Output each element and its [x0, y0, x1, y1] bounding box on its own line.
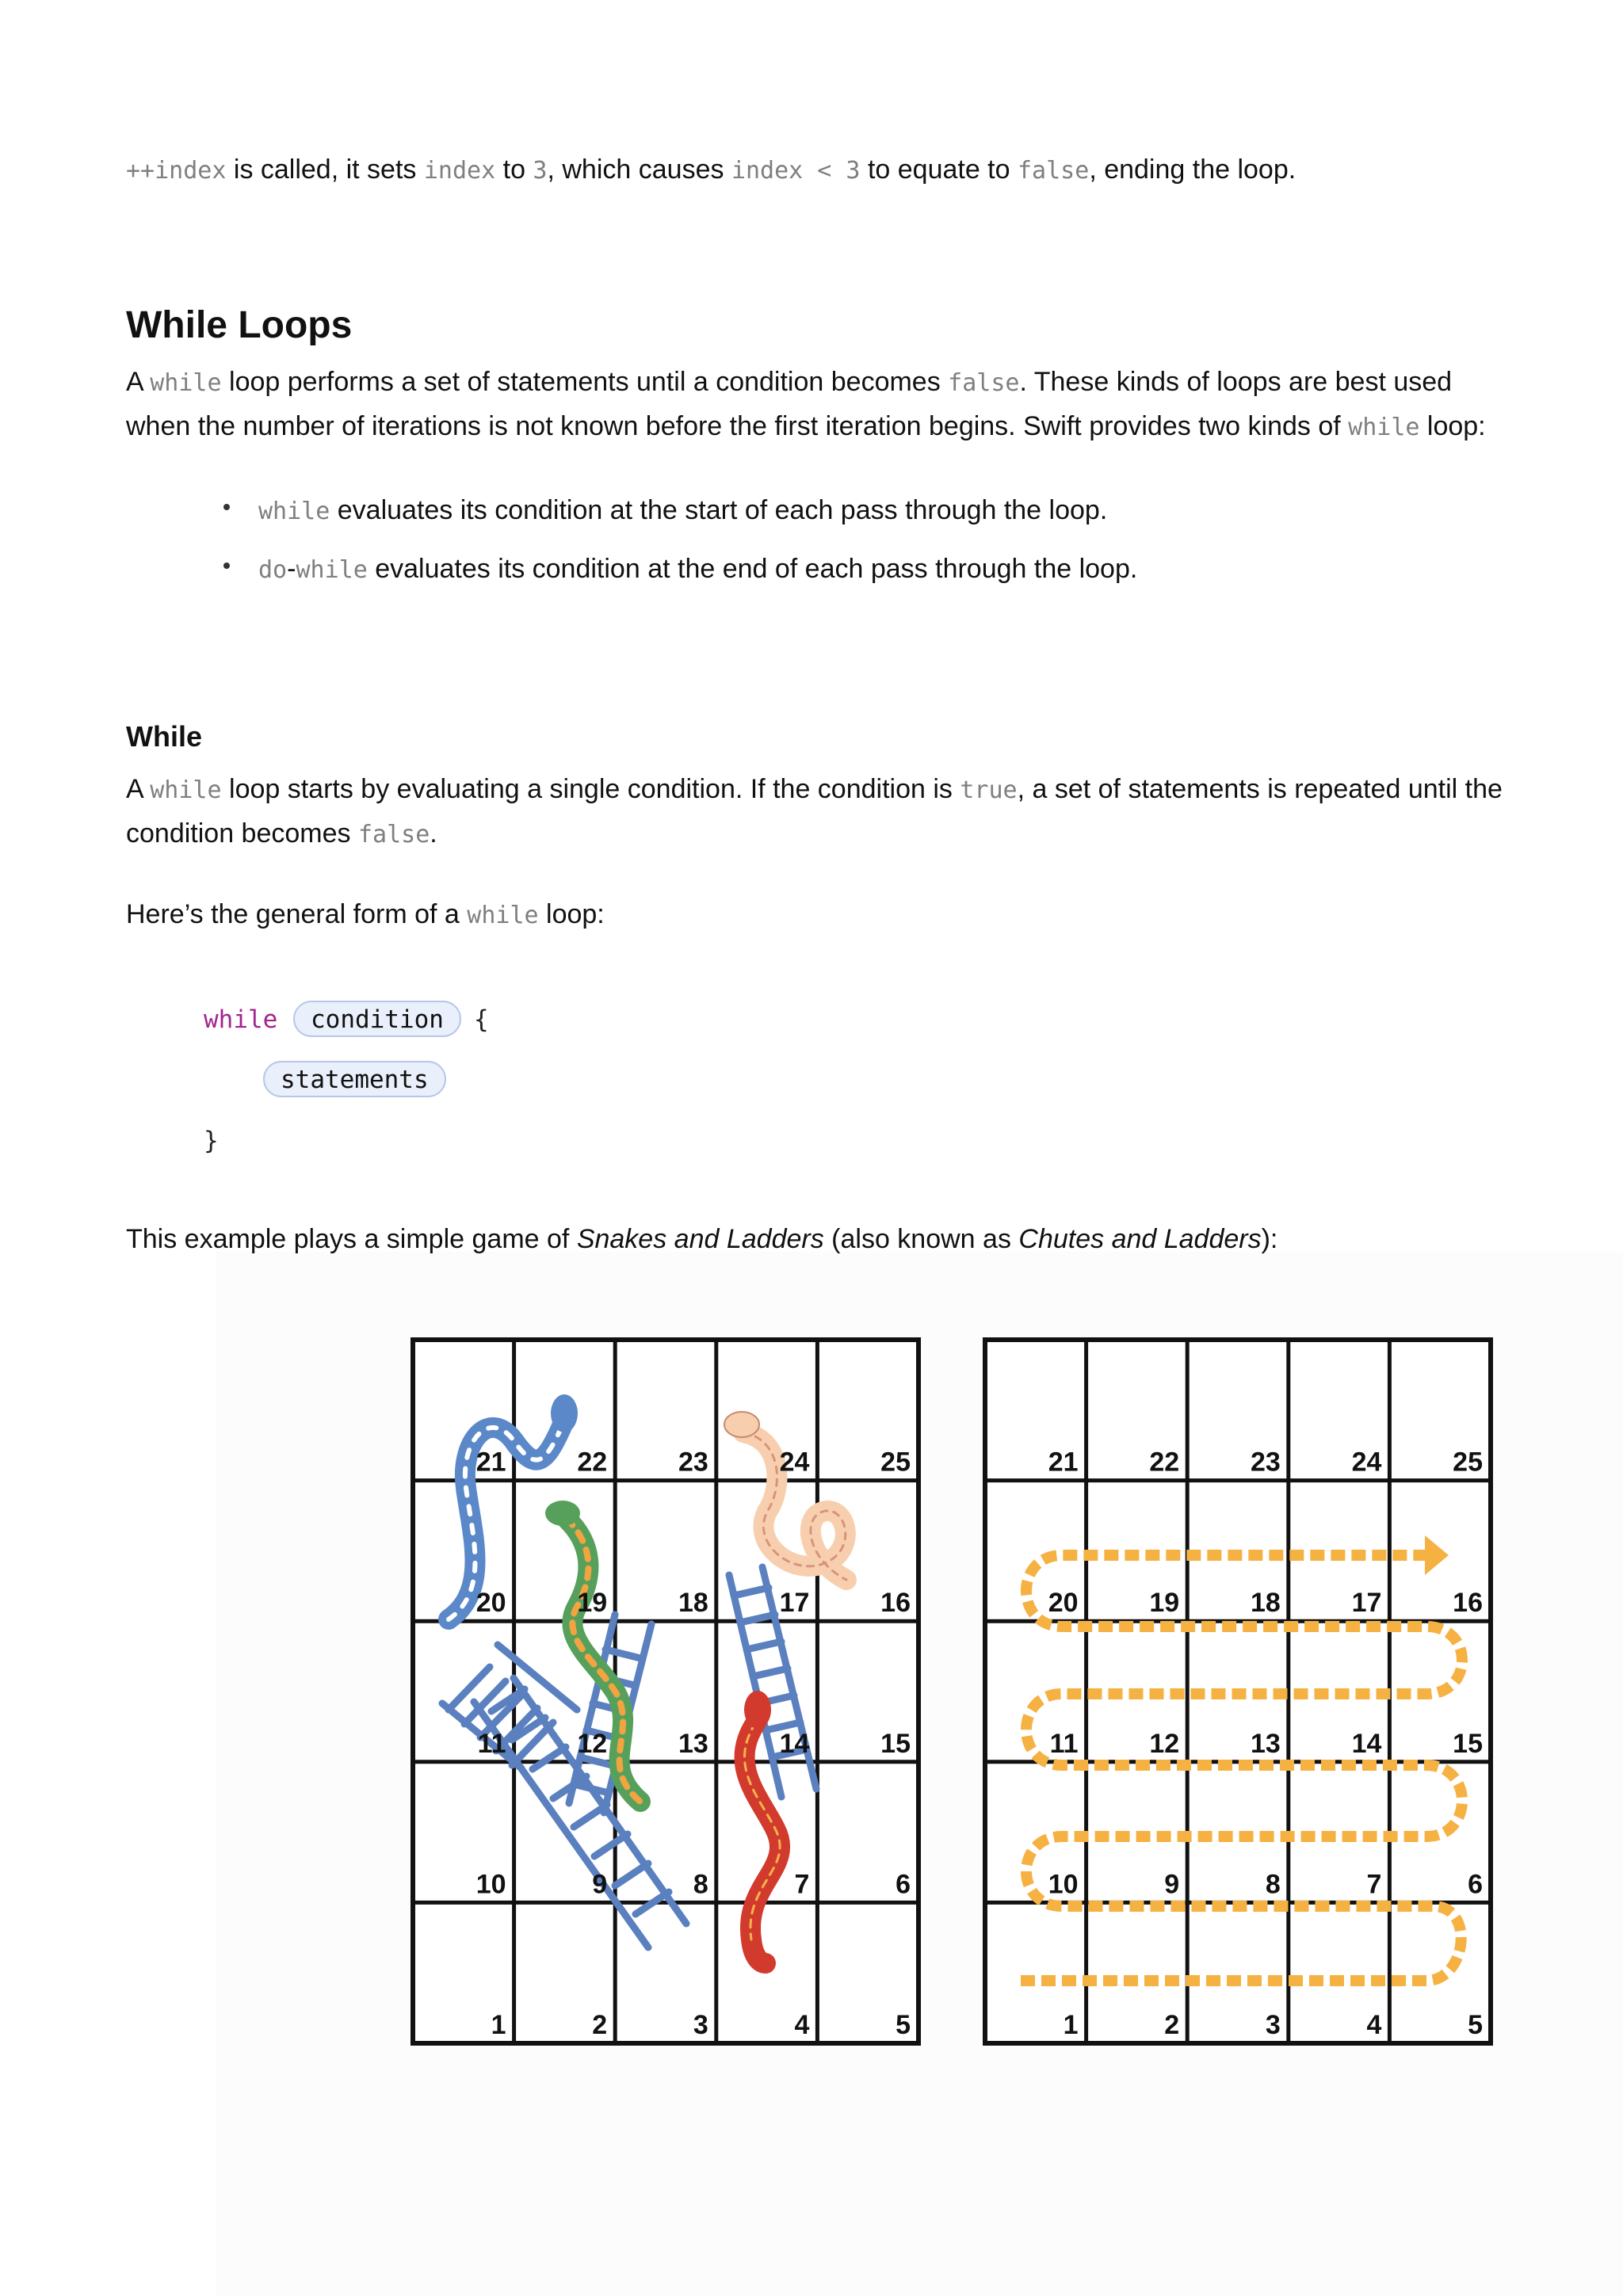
board-number: 18 [1250, 1588, 1281, 1619]
p3-a: This example plays a simple game of [126, 1224, 577, 1254]
board-path-diagram [983, 1337, 1493, 2046]
code-while: while [467, 902, 539, 929]
board-number: 23 [1250, 1447, 1281, 1478]
board-number: 5 [1468, 2010, 1483, 2040]
bullet-item [258, 553, 1137, 586]
board-number: 17 [779, 1588, 810, 1619]
board-number: 5 [896, 2010, 911, 2040]
code-false: false [357, 821, 430, 849]
p3-c: ): [1261, 1224, 1278, 1254]
board-number: 23 [678, 1447, 708, 1478]
code-false: false [948, 369, 1020, 397]
game-alt-name: Chutes and Ladders [1018, 1224, 1262, 1254]
board-number: 8 [1265, 1869, 1281, 1900]
subsection-title: While [126, 720, 202, 753]
intro-t2: to [495, 154, 533, 185]
p2-a: Here’s the general form of a [126, 899, 468, 929]
board-number: 14 [779, 1728, 810, 1759]
p2-b: loop: [538, 899, 605, 929]
board-number: 3 [693, 2010, 708, 2040]
board-number: 17 [1351, 1588, 1382, 1619]
intro-text [126, 154, 1296, 187]
board-number: 10 [475, 1869, 506, 1900]
board-number: 19 [577, 1588, 608, 1619]
code-while: while [150, 369, 222, 397]
p1-e: loop: [1419, 411, 1486, 441]
p1-d: when the number of iterations is not known before the first iteration begins. Swift provides two kinds of [126, 411, 1349, 441]
bullet-dash: - [287, 554, 296, 584]
board-number: 13 [678, 1728, 708, 1759]
example-text [126, 1223, 1277, 1255]
p1-d: condition becomes [126, 818, 358, 849]
subsection-paragraph-line1 [126, 773, 1503, 807]
board-number: 18 [678, 1588, 708, 1619]
bullet-dot [223, 563, 230, 569]
code-true: true [960, 776, 1018, 804]
board-number: 11 [477, 1728, 506, 1759]
code-three: 3 [533, 157, 548, 185]
subsection-paragraph-line2 [126, 818, 437, 851]
snakes-and-ladders-board [411, 1337, 921, 2046]
p1-a: A [126, 367, 151, 397]
board-number: 9 [1164, 1869, 1180, 1900]
board-number: 15 [1453, 1728, 1483, 1759]
intro-t3: , which causes [547, 154, 731, 185]
board-number: 6 [1468, 1869, 1483, 1900]
board-number: 15 [880, 1728, 911, 1759]
general-form-text [126, 898, 605, 932]
board-number: 16 [880, 1588, 911, 1619]
board-number: 12 [1149, 1728, 1180, 1759]
code-keyword-while: while [204, 1005, 278, 1034]
board-number: 16 [1453, 1588, 1483, 1619]
intro-t1: is called, it sets [226, 154, 424, 185]
code-while: while [150, 776, 222, 804]
board-number: 20 [1048, 1588, 1079, 1619]
bullet-text: evaluates its condition at the end of each pass through the loop. [367, 554, 1138, 584]
game-name: Snakes and Ladders [576, 1224, 824, 1254]
code-false: false [1018, 157, 1090, 185]
board-number: 22 [577, 1447, 608, 1478]
bullet-text: evaluates its condition at the start of each pass through the loop. [330, 495, 1108, 525]
board-number: 9 [592, 1869, 608, 1900]
board-number: 22 [1149, 1447, 1180, 1478]
board-number: 21 [1048, 1447, 1079, 1478]
board-number: 4 [794, 2010, 810, 2040]
code-while: while [1348, 414, 1420, 441]
intro-t5: , ending the loop. [1089, 154, 1296, 185]
board-number: 12 [577, 1728, 608, 1759]
board-number: 10 [1048, 1869, 1079, 1900]
board-number: 7 [1366, 1869, 1382, 1900]
bullet-item [258, 494, 1107, 528]
board-number: 4 [1366, 2010, 1382, 2040]
board-number: 11 [1049, 1728, 1079, 1759]
board-number: 24 [779, 1447, 810, 1478]
board-number: 3 [1265, 2010, 1281, 2040]
board-number: 25 [880, 1447, 911, 1478]
board-number: 2 [592, 2010, 608, 2040]
board-number: 1 [491, 2010, 506, 2040]
board-number: 13 [1250, 1728, 1281, 1759]
p1-b: loop performs a set of statements until a condition becomes [221, 367, 949, 397]
code-close-brace: } [204, 1127, 219, 1155]
bullet-dot [223, 504, 230, 510]
board-number: 2 [1164, 2010, 1180, 2040]
board-number: 20 [475, 1588, 506, 1619]
p1-b: loop starts by evaluating a single condition. If the condition is [221, 774, 960, 804]
p1-e: . [430, 818, 437, 849]
placeholder-statements: statements [263, 1061, 446, 1097]
board-number: 24 [1351, 1447, 1382, 1478]
code-open-brace: { [474, 1005, 489, 1034]
board-number: 19 [1149, 1588, 1180, 1619]
board-number: 21 [475, 1447, 506, 1478]
section-paragraph-line1 [126, 366, 1452, 399]
board-number: 8 [693, 1869, 708, 1900]
board-number: 14 [1351, 1728, 1382, 1759]
section-title: While Loops [126, 304, 353, 346]
board-number: 25 [1453, 1447, 1483, 1478]
placeholder-condition: condition [293, 1001, 461, 1037]
board-number: 7 [794, 1869, 810, 1900]
p3-b: (also known as [823, 1224, 1019, 1254]
code-condition: index < 3 [731, 157, 861, 185]
code-while: while [258, 498, 330, 525]
board-number: 6 [896, 1869, 911, 1900]
code-while: while [296, 556, 368, 584]
code-index: index [423, 157, 496, 185]
board-frame [413, 1340, 918, 2043]
p1-c: . These kinds of loops are best used [1019, 367, 1453, 397]
p1-c: , a set of statements is repeated until the [1017, 774, 1503, 804]
p1-a: A [126, 774, 151, 804]
board-number: 1 [1063, 2010, 1079, 2040]
code-increment: ++index [126, 157, 227, 185]
code-do: do [258, 556, 288, 584]
intro-t4: to equate to [860, 154, 1018, 185]
section-paragraph-line2 [126, 410, 1486, 444]
